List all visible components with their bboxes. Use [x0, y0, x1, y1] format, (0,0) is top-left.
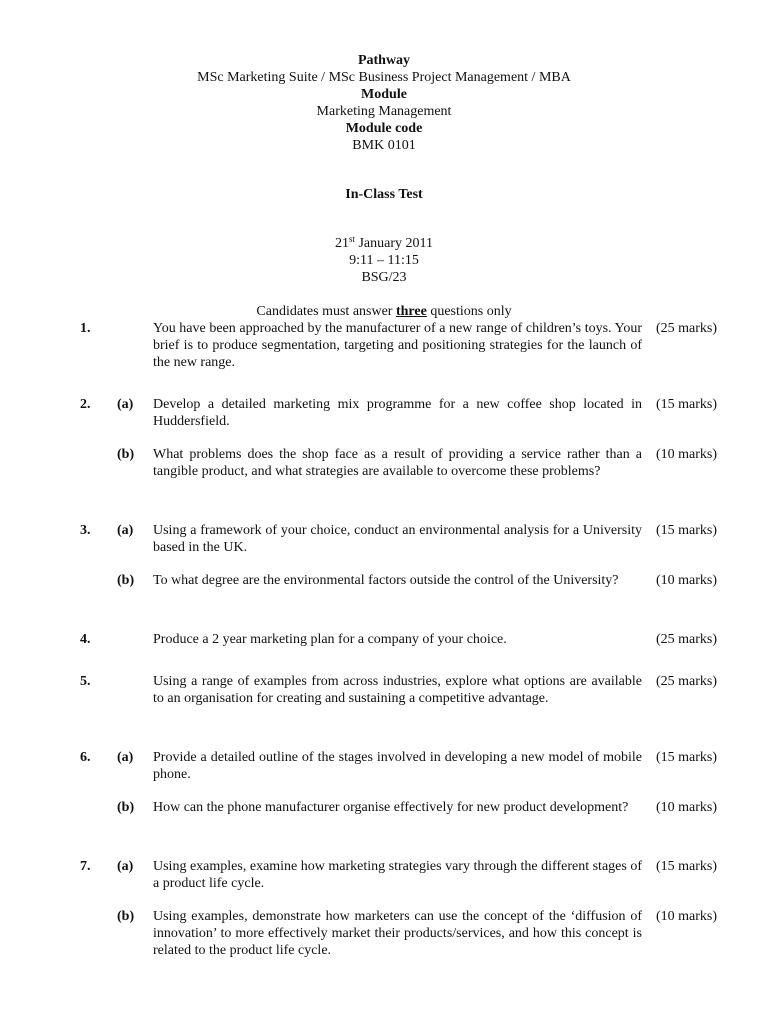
- question-text: Produce a 2 year marketing plan for a company of your choice.: [153, 632, 507, 647]
- question-number: 5.: [80, 674, 91, 689]
- question-text: You have been approached by the manufacturer of a new range of children’s toys. Your brief is to produce segmentation, targeting and positioning strategies for the launch of the new range.: [153, 321, 642, 370]
- module-code-label: Module code: [345, 121, 423, 136]
- question-marks: (25 marks): [656, 674, 718, 689]
- question-text: Provide a detailed outline of the stages involved in developing a new model of mobile phone.: [153, 750, 642, 782]
- question-number: 7.: [80, 859, 91, 874]
- test-time: 9:11 – 11:15: [349, 253, 419, 268]
- question-marks: (10 marks): [656, 573, 718, 588]
- exam-header: [0, 52, 768, 320]
- question-marks: (25 marks): [656, 321, 718, 336]
- question-text: Using examples, demonstrate how marketers can use the concept of the ‘diffusion of innovation’ to more effectively market their products/services, and how this concept is related to the product life cycle.: [153, 909, 642, 958]
- question-marks: (15 marks): [656, 397, 718, 412]
- module-value: Marketing Management: [316, 104, 452, 119]
- date-day: 21: [334, 236, 349, 251]
- question-number: 6.: [80, 750, 91, 765]
- question-number: 3.: [80, 523, 91, 538]
- test-title: In-Class Test: [345, 187, 423, 202]
- question-text: What problems does the shop face as a result of providing a service rather than a tangible product, and what strategies are available to overcome these problems?: [153, 447, 642, 479]
- question-number: 2.: [80, 397, 91, 412]
- module-code-value: BMK 0101: [352, 138, 416, 153]
- question-text: Using a framework of your choice, conduct an environmental analysis for a University based in the UK.: [153, 523, 642, 555]
- question-number: 1.: [80, 321, 91, 336]
- module-label: Module: [361, 87, 407, 102]
- question-marks: (25 marks): [656, 632, 718, 647]
- question-part: (a): [117, 859, 134, 874]
- date-rest: January 2011: [354, 236, 434, 251]
- question-marks: (15 marks): [656, 750, 718, 765]
- question-text: Develop a detailed marketing mix programme for a new coffee shop located in Huddersfield.: [153, 397, 642, 429]
- question-marks: (15 marks): [656, 859, 718, 874]
- question-number: 4.: [80, 632, 91, 647]
- pathway-label: Pathway: [357, 53, 411, 68]
- question-part: (b): [117, 800, 135, 815]
- question-part: (a): [117, 750, 134, 765]
- test-date: [0, 235, 768, 252]
- question-text: How can the phone manufacturer organise effectively for new product development?: [153, 800, 629, 815]
- question-text: Using examples, examine how marketing strategies vary through the different stages of a product life cycle.: [153, 859, 642, 891]
- question-part: (b): [117, 447, 135, 462]
- instruction-emphasis: three: [395, 304, 427, 319]
- question-text: To what degree are the environmental factors outside the control of the University?: [153, 573, 619, 588]
- question-marks: (10 marks): [656, 447, 718, 462]
- question-marks: (10 marks): [656, 909, 718, 924]
- question-part: (a): [117, 397, 134, 412]
- question-part: (b): [117, 909, 135, 924]
- test-room: BSG/23: [361, 270, 407, 285]
- instruction: Candidates must answer three questions only: [256, 304, 512, 319]
- question-marks: (15 marks): [656, 523, 718, 538]
- pathway-value: MSc Marketing Suite / MSc Business Project Management / MBA: [197, 70, 571, 85]
- question-marks: (10 marks): [656, 800, 718, 815]
- date-suffix: st: [348, 234, 355, 244]
- question-part: (a): [117, 523, 134, 538]
- question-text: Using a range of examples from across industries, explore what options are available to an organisation for creating and sustaining a competitive advantage.: [153, 674, 642, 706]
- question-part: (b): [117, 573, 135, 588]
